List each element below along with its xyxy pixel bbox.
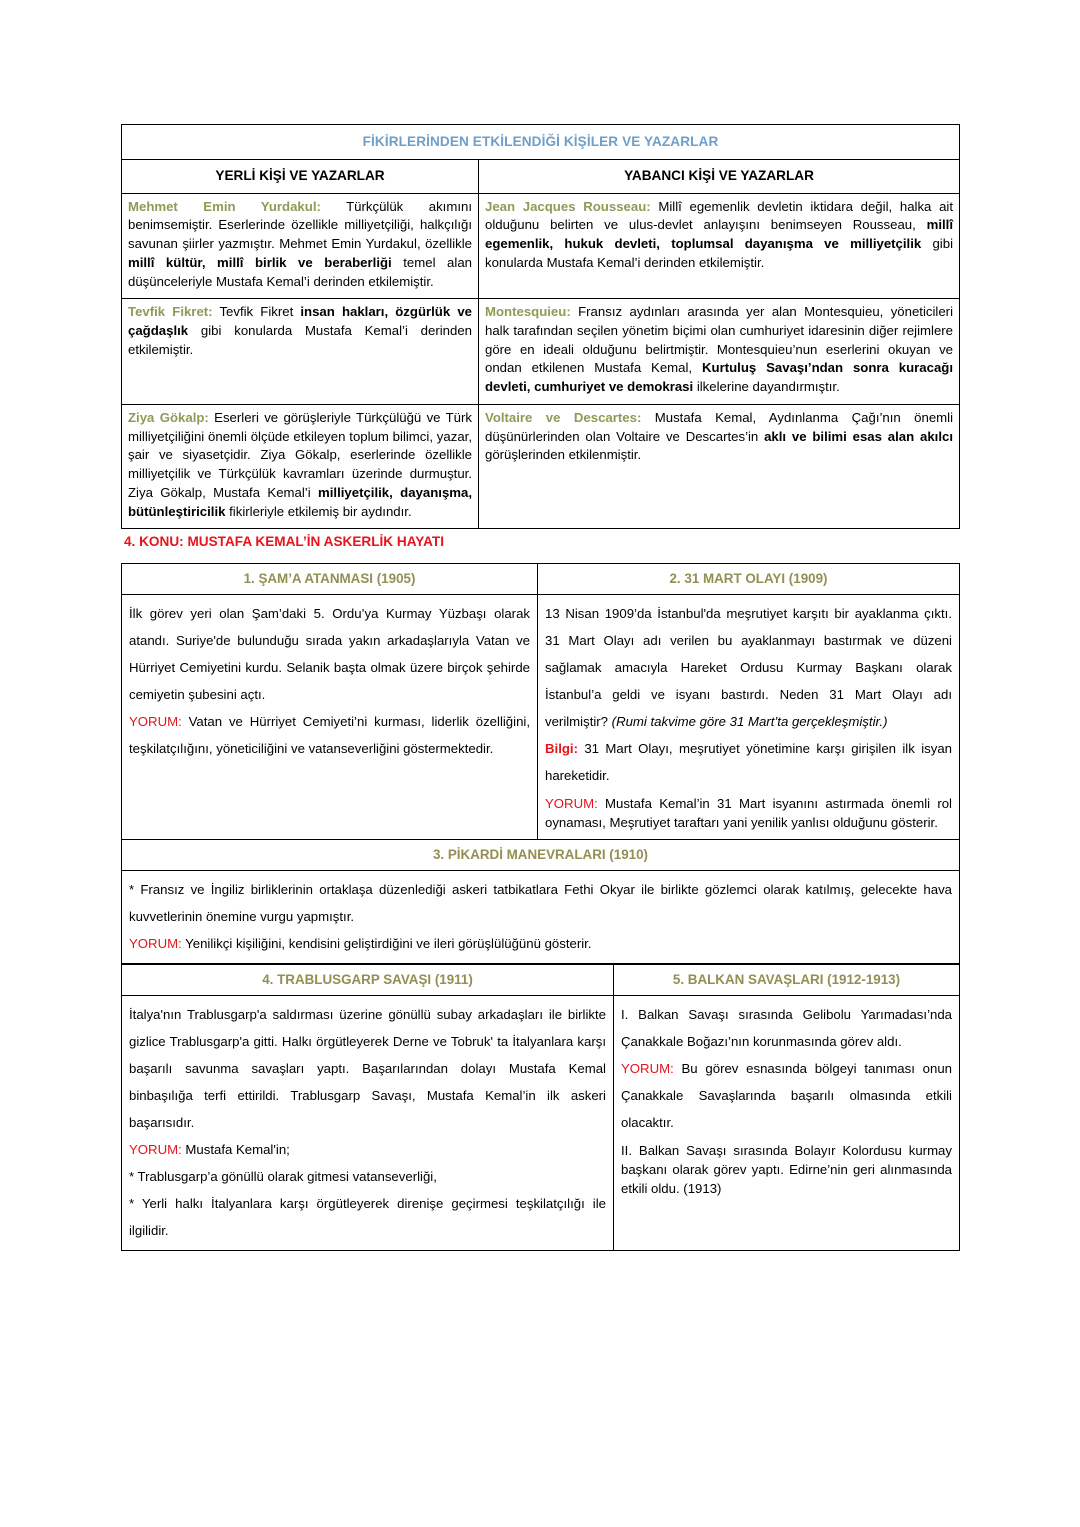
table-row xyxy=(122,594,960,839)
paragraph: İlk görev yeri olan Şam’daki 5. Ordu’ya Kurmay Yüzbaşı olarak atandı. Suriye'de bulunduğu sırada yakın arkadaşlarıyla Vatan ve Hürriyet Cemiyetini kurdu. Selanik başta olmak üzere birçok şehirde cemiyetin şubesini açtı. xyxy=(129,605,530,702)
table-row-headers xyxy=(122,160,960,193)
influencer-text-2: gibi konularda Mustafa Kemal’i derinden etkilemiştir. xyxy=(128,323,472,357)
influencer-text: Eserleri ve görüşleriyle Türkçülüğü ve Türk milliyetçiliğini önemli ölçüde etkileyen toplum bilimci, yazar, şair ve siyasetçidir. Ziya Gökalp, eserlerinde özellikle milliyetçilik ve Türkçülük kavramları üzerinde durmuştur. Ziya Gökalp, Mustafa Kemal’i xyxy=(128,409,472,500)
column-header-local: YERLİ KİŞİ VE YAZARLAR xyxy=(122,160,479,193)
paragraph-bilgi xyxy=(545,735,952,789)
influencer-text: Mustafa Kemal, Aydınlanma Çağı’nın önemli düşünürlerinden olan Voltaire ve Descartes’in xyxy=(485,409,954,444)
influencer-name: Ziya Gökalp: xyxy=(128,409,209,425)
yorum-label: YORUM: xyxy=(545,796,598,812)
table-row-section-heading-pikardi xyxy=(122,839,960,870)
section-heading-balkan: 5. BALKAN SAVAŞLARI (1912-1913) xyxy=(614,964,960,995)
influencer-text-2: gibi konularda Mustafa Kemal’i derinden etkilemiştir. xyxy=(485,236,954,270)
influencer-cell-local-1 xyxy=(122,193,479,299)
influencer-bold: aklı ve bilimi esas alan akılcı xyxy=(764,428,953,444)
influencer-cell-local-2 xyxy=(122,299,479,405)
column-header-foreign: YABANCI KİŞİ VE YAZARLAR xyxy=(479,160,960,193)
section-body-sam xyxy=(122,594,538,839)
yorum-text: Bu görev esnasında bölgeyi tanıması onun Çanakkale Savaşlarında başarılı olmasında etkili olacaktır. xyxy=(621,1061,952,1131)
paragraph xyxy=(545,600,952,735)
wars-table xyxy=(121,964,960,1252)
paragraph-text: 13 Nisan 1909’da İstanbul'da meşrutiyet karşıtı bir ayaklanma çıktı. 31 Mart Olayı adı verilen bu ayaklanmayı bastırmak ve düzeni sağlamak amacıyla Hareket Ordusu Kurmay Başkanı olarak İstanbul’a geldi ve isyanı bastırdı. Neden 31 Mart Olayı adı verilmiştir? xyxy=(545,605,952,730)
yorum-label: YORUM: xyxy=(129,1142,182,1158)
paragraph: İtalya'nın Trablusgarp'a saldırması üzerine gönüllü subay arkadaşları ile birlikte gizlice Trablusgarp'a gitti. Halkı örgütleyerek Derne ve Tobruk' ta İtalyanlara karşı başarılı savunma savaşları yaptı. Başarılarından dolayı Mustafa Kemal binbaşılığa terfi ettirildi. Trablusgarp Savaşı, Mustafa Kemal’in ilk askeri başarısıdır. xyxy=(129,1006,606,1131)
influencer-bold: insan hakları, özgürlük ve çağdaşlık xyxy=(128,304,472,338)
section-heading-pikardi: 3. PİKARDİ MANEVRALARI (1910) xyxy=(122,839,960,870)
influencer-name: Jean Jacques Rousseau: xyxy=(485,198,651,214)
influencer-text-2: temel alan düşünceleriyle Mustafa Kemal’i derinden etkilemiştir. xyxy=(128,254,472,289)
section-body-trablusgarp xyxy=(122,995,614,1251)
table-row xyxy=(122,870,960,963)
section-body-balkan xyxy=(614,995,960,1251)
section-body-31mart xyxy=(538,594,960,839)
influencer-text: Fransız aydınları arasında yer alan Montesquieu, yöneticileri halk tarafından seçilen yönetim biçimi olan cumhuriyet idaresinin diğer rejimlere göre en ideali olduğunu belirtmiştir. Montesquieu’nun eserlerini okuyan ve ondan etkilenen Mustafa Kemal, xyxy=(485,304,954,376)
section-heading-sam: 1. ŞAM’A ATANMASI (1905) xyxy=(122,563,538,594)
influencer-text-2: görüşlerinden etkilenmiştir. xyxy=(485,447,642,463)
paragraph-bullet-1: * Trablusgarp’a gönüllü olarak gitmesi vatanseverliği, xyxy=(129,1169,437,1185)
paragraph: * Fransız ve İngiliz birliklerinin ortaklaşa düzenlediği askeri tatbikatlara Fethi Okyar ile birlikte gözlemci olarak katılmış, gelecekte hava kuvvetlerinin önemine vurgu yapmıştır. xyxy=(129,881,952,924)
paragraph-yorum xyxy=(129,1136,606,1163)
influencer-cell-foreign-1 xyxy=(479,193,960,299)
document-page xyxy=(121,124,959,1251)
table-row-section-headings-1 xyxy=(122,563,960,594)
table-row xyxy=(122,995,960,1251)
influencer-text: Tevfik Fikret xyxy=(212,304,301,320)
section-heading-trablusgarp: 4. TRABLUSGARP SAVAŞI (1911) xyxy=(122,964,614,995)
yorum-label: YORUM: xyxy=(129,714,182,730)
influencers-table xyxy=(121,124,960,529)
bilgi-text: 31 Mart Olayı, meşrutiyet yönetimine karşı girişilen ilk isyan hareketidir. xyxy=(545,741,952,784)
influencer-bold: millî kültür, millî birlik ve beraberliği xyxy=(128,254,392,270)
table-row xyxy=(122,404,960,528)
paragraph-second-balkan: II. Balkan Savaşı sırasında Bolayır Kolordusu kurmay başkanı olarak görev yaptı. Edirne’nin geri alınmasında etkili oldu. (1913) xyxy=(621,1143,952,1196)
bilgi-label: Bilgi: xyxy=(545,741,578,757)
influencer-name: Voltaire ve Descartes: xyxy=(485,409,642,425)
influencer-text-2: ilkelerine dayandırmıştır. xyxy=(693,379,840,395)
influencer-text: Türkçülük akımını benimsemiştir. Eserlerinde özellikle milliyetçiliği, halkçılığı savunan şiirler yazmıştır. Mehmet Emin Yurdakul, özellikle xyxy=(128,198,472,252)
table-row-title xyxy=(122,125,960,160)
influencers-table-title: FİKİRLERİNDEN ETKİLENDİĞİ KİŞİLER VE YAZARLAR xyxy=(122,125,960,160)
influencer-name: Mehmet Emin Yurdakul: xyxy=(128,198,321,214)
paragraph-italic-tail: (Rumi takvime göre 31 Mart’ta gerçekleşmiştir.) xyxy=(611,714,888,730)
influencer-bold: millî egemenlik, hukuk devleti, toplumsal dayanışma ve milliyetçilik xyxy=(485,217,954,252)
influencer-bold: milliyetçilik, dayanışma, bütünleştiricilik xyxy=(128,484,473,519)
yorum-label: YORUM: xyxy=(621,1061,674,1077)
section-heading-31mart: 2. 31 MART OLAYI (1909) xyxy=(538,563,960,594)
yorum-text: Yenilikçi kişiliğini, kendisini geliştirdiğini ve ileri görüşlülüğünü gösterir. xyxy=(181,935,592,951)
paragraph-bullet-2: * Yerli halkı İtalyanlara karşı örgütleyerek direnişe geçirmesi teşkilatçılığı ile ilgilidir. xyxy=(129,1196,606,1239)
table-row-section-headings-2 xyxy=(122,964,960,995)
paragraph-yorum xyxy=(545,795,952,832)
konu-heading: 4. KONU: MUSTAFA KEMAL’İN ASKERLİK HAYATI xyxy=(124,534,444,550)
influencer-text-2: fikirleriyle etkilemiş bir aydındır. xyxy=(225,503,412,519)
influencer-bold: Kurtuluş Savaşı’ndan sonra kuracağı devleti, cumhuriyet ve demokrasi xyxy=(485,360,954,395)
table-row xyxy=(122,193,960,299)
paragraph-yorum xyxy=(129,930,952,957)
paragraph: I. Balkan Savaşı sırasında Gelibolu Yarımadası’nda Çanakkale Boğazı’nın korunmasında görev aldı. xyxy=(621,1006,952,1049)
paragraph-yorum xyxy=(621,1055,952,1136)
influencer-name: Tevfik Fikret: xyxy=(128,304,213,320)
yorum-text: Vatan ve Hürriyet Cemiyeti’ni kurması, liderlik özelliğini, teşkilatçılığını, yöneticiliğini ve vatanseverliğini göstermektedir. xyxy=(129,714,530,757)
section-body-pikardi xyxy=(122,870,960,963)
yorum-text: Mustafa Kemal’in 31 Mart isyanını astırmada önemli rol oynaması, Meşrutiyet taraftarı yani yenilik yanlısı olduğunu gösterir. xyxy=(545,796,952,830)
influencer-name: Montesquieu: xyxy=(485,304,571,320)
influencer-cell-local-3 xyxy=(122,404,479,528)
paragraph-yorum xyxy=(129,708,530,762)
table-row xyxy=(122,299,960,405)
yorum-text: Mustafa Kemal'in; xyxy=(181,1142,290,1158)
influencer-cell-foreign-2 xyxy=(479,299,960,405)
yorum-label: YORUM: xyxy=(129,935,182,951)
influencer-text: Millî egemenlik devletin iktidara değil, halka ait olduğunu belirten ve ulus-devlet anlayışını benimseyen Rousseau, xyxy=(485,198,954,233)
military-life-table xyxy=(121,563,960,964)
influencer-cell-foreign-3 xyxy=(479,404,960,528)
